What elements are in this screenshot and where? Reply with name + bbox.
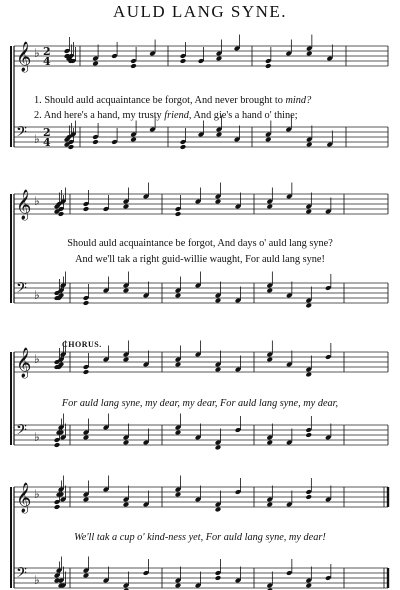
- note-head: [123, 502, 130, 508]
- treble-clef-icon: 𝄞: [16, 348, 32, 378]
- song-title: AULD LANG SYNE.: [112, 2, 288, 21]
- note-head: [305, 303, 312, 309]
- note-head: [266, 288, 273, 294]
- verse-line-2: [34, 110, 298, 121]
- note-head: [306, 51, 313, 57]
- note-head: [265, 137, 272, 143]
- note-head: [83, 497, 90, 503]
- note-head: [130, 137, 137, 143]
- bass-clef-icon: 𝄢: [16, 565, 27, 585]
- flat-icon: ♭: [34, 46, 40, 60]
- note-head: [175, 362, 182, 368]
- system2-lyric-line-1: Should auld acquaintance be forgot, And days o' auld lang syne?: [67, 238, 333, 249]
- note-head: [175, 211, 182, 217]
- note-head: [83, 300, 90, 306]
- note-head: [175, 430, 182, 436]
- note-head: [215, 507, 222, 513]
- flat-icon: ♭: [34, 194, 40, 208]
- flat-icon: ♭: [34, 132, 40, 146]
- note-head: [305, 583, 312, 589]
- verse-emph-1: mind?: [285, 95, 312, 106]
- note-head: [305, 209, 312, 215]
- time-signature-top: 2: [43, 126, 51, 139]
- treble-clef-icon: 𝄞: [16, 483, 32, 513]
- note-head: [215, 199, 222, 205]
- note-head: [123, 204, 130, 210]
- note-head: [305, 432, 312, 438]
- note-head: [123, 288, 130, 294]
- time-signature-bottom: 4: [43, 55, 51, 68]
- treble-clef-icon: 𝄞: [16, 190, 32, 220]
- note-head: [83, 435, 90, 441]
- system2-lyric-line-2: And we'll tak a right guid-willie waught, For auld lang syne!: [75, 254, 325, 265]
- note-head: [265, 63, 272, 69]
- system4-lyric-line: We'll tak a cup o' kind-ness yet, For auld lang syne, my dear!: [74, 532, 326, 543]
- note-head: [216, 132, 223, 138]
- treble-clef-icon: 𝄞: [16, 42, 32, 72]
- system3-lyric-line: For auld lang syne, my dear, my dear, For auld lang syne, my dear,: [61, 398, 339, 409]
- flat-icon: ♭: [34, 430, 40, 444]
- flat-icon: ♭: [34, 573, 40, 587]
- chorus-label: CHORUS.: [62, 340, 102, 349]
- note-head: [123, 440, 130, 446]
- note-head: [123, 357, 130, 363]
- note-head: [92, 61, 99, 67]
- note-head: [180, 58, 187, 64]
- note-head: [175, 583, 182, 589]
- note-head: [215, 445, 222, 451]
- note-head: [266, 440, 273, 446]
- note-head: [266, 502, 273, 508]
- flat-icon: ♭: [34, 288, 40, 302]
- note-head: [215, 367, 222, 373]
- time-signature-bottom: 4: [43, 136, 51, 149]
- verse-text-2: And here's a hand, my trusty: [43, 110, 162, 121]
- note-head: [92, 139, 99, 145]
- time-signature-top: 2: [43, 45, 51, 58]
- verse-number-1: 1.: [34, 95, 42, 106]
- bass-clef-icon: 𝄢: [16, 124, 27, 144]
- note-head: [266, 357, 273, 363]
- note-head: [130, 63, 137, 69]
- verse-emph-2: friend,: [164, 110, 192, 121]
- bass-clef-icon: 𝄢: [16, 280, 27, 300]
- note-head: [216, 56, 223, 62]
- note-head: [180, 144, 187, 150]
- note-head: [266, 204, 273, 210]
- note-head: [54, 504, 61, 510]
- note-head: [215, 575, 222, 581]
- note-head: [175, 492, 182, 498]
- note-head: [306, 142, 313, 148]
- flat-icon: ♭: [34, 352, 40, 366]
- note-head: [215, 298, 222, 304]
- note-head: [83, 369, 90, 375]
- verse-text-1: Should auld acquaintance be forgot, And never brought to: [44, 95, 283, 106]
- note-head: [305, 494, 312, 500]
- note-head: [83, 206, 90, 212]
- verse-line-1: [34, 95, 311, 106]
- note-head: [54, 442, 61, 448]
- bass-clef-icon: 𝄢: [16, 422, 27, 442]
- flat-icon: ♭: [34, 487, 40, 501]
- note-head: [305, 372, 312, 378]
- verse-tail-2: And gie's a hand o' thine;: [193, 110, 298, 121]
- note-head: [175, 293, 182, 299]
- verse-number-2: 2.: [34, 110, 42, 121]
- note-head: [83, 573, 90, 579]
